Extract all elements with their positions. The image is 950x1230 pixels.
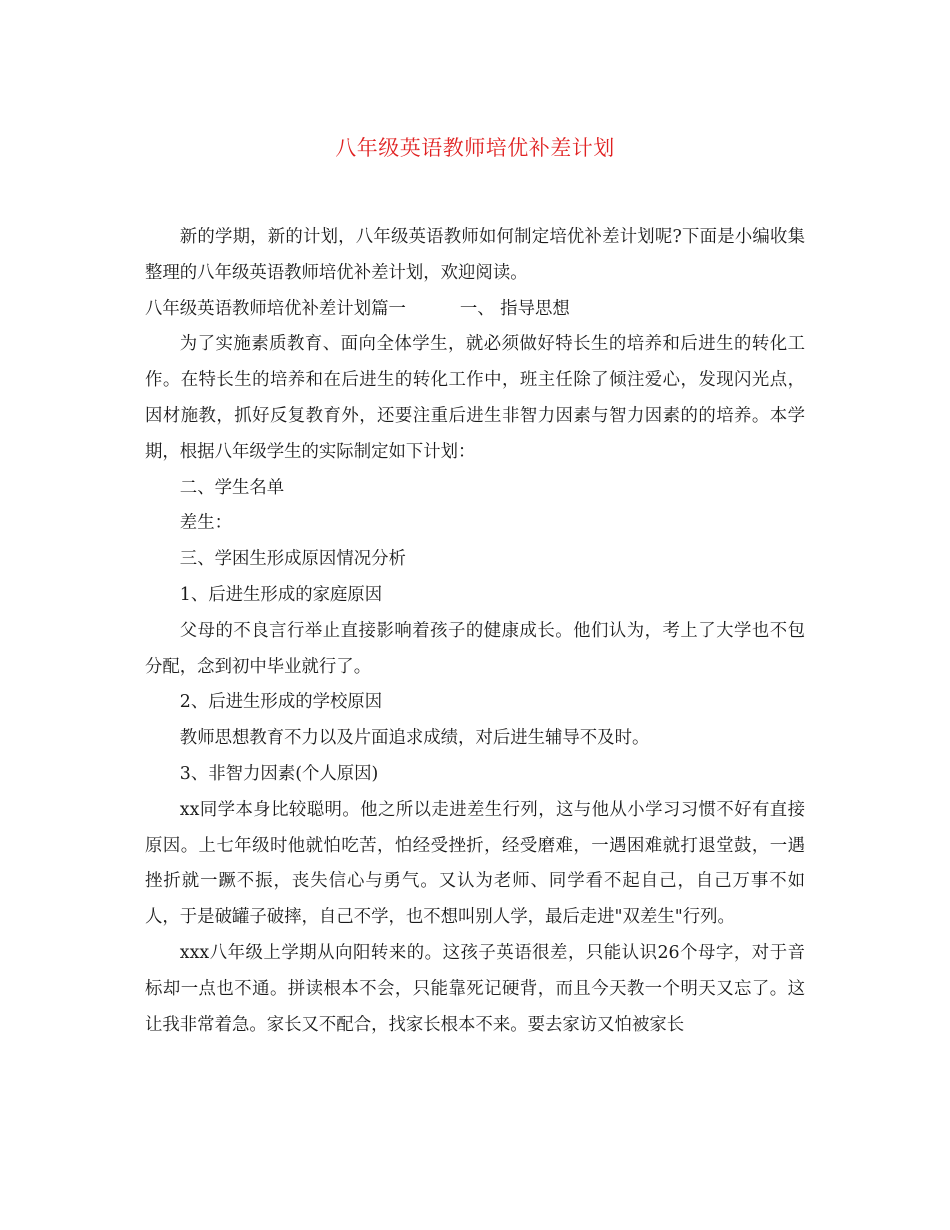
student-case-2-paragraph: xxx八年级上学期从向阳转来的。这孩子英语很差，只能认识26个母字，对于音标却一点也不通。拼读根本不会，只能靠死记硬背，而且今天教一个明天又忘了。这让我非常着急。家长又不配合，找家长根本不来。要去家访又怕被家长 [145, 942, 805, 1035]
document-title: 八年级英语教师培优补差计划 [335, 136, 615, 160]
document-body [145, 220, 805, 1043]
heading-student-list: 二、学生名单 [179, 477, 285, 498]
subheading-personal-causes: 3、非智力因素(个人原因) [179, 763, 379, 784]
section-title: 八年级英语教师培优补差计划篇一 [145, 298, 406, 319]
subheading-family-causes: 1、后进生形成的家庭原因 [179, 584, 383, 605]
student-case-1-paragraph: xx同学本身比较聪明。他之所以走进差生行列，这与他从小学习习惯不好有直接原因。上七年级时他就怕吃苦，怕经受挫折，经受磨难，一遇困难就打退堂鼓，一遇挫折就一蹶不振，丧失信心与勇气。又认为老师、同学看不起自己，自己万事不如人，于是破罐子破摔，自己不学，也不想叫别人学，最后走进"双差生"行列。 [145, 799, 805, 928]
school-causes-paragraph: 教师思想教育不力以及片面追求成绩，对后进生辅导不及时。 [179, 728, 650, 749]
guiding-thought-paragraph: 为了实施素质教育、面向全体学生，就必须做好特长生的培养和后进生的转化工作。在特长生的培养和在后进生的转化工作中，班主任除了倾注爱心，发现闪光点，因材施教，抓好反复教育外，还要注重后进生非智力因素与智力因素的的培养。本学期，根据八年级学生的实际制定如下计划： [145, 334, 805, 462]
section-title-line [145, 292, 805, 328]
intro-paragraph: 新的学期，新的计划，八年级英语教师如何制定培优补差计划呢?下面是小编收集整理的八年级英语教师培优补差计划，欢迎阅读。 [145, 227, 805, 283]
family-causes-paragraph: 父母的不良言行举止直接影响着孩子的健康成长。他们认为，考上了大学也不包分配，念到初中毕业就行了。 [145, 620, 805, 677]
heading-cause-analysis: 三、学困生形成原因情况分析 [179, 549, 406, 570]
heading-guiding-thought: 一、 指导思想 [459, 298, 570, 319]
poor-students-label: 差生： [179, 513, 232, 534]
subheading-school-causes: 2、后进生形成的学校原因 [179, 692, 383, 713]
